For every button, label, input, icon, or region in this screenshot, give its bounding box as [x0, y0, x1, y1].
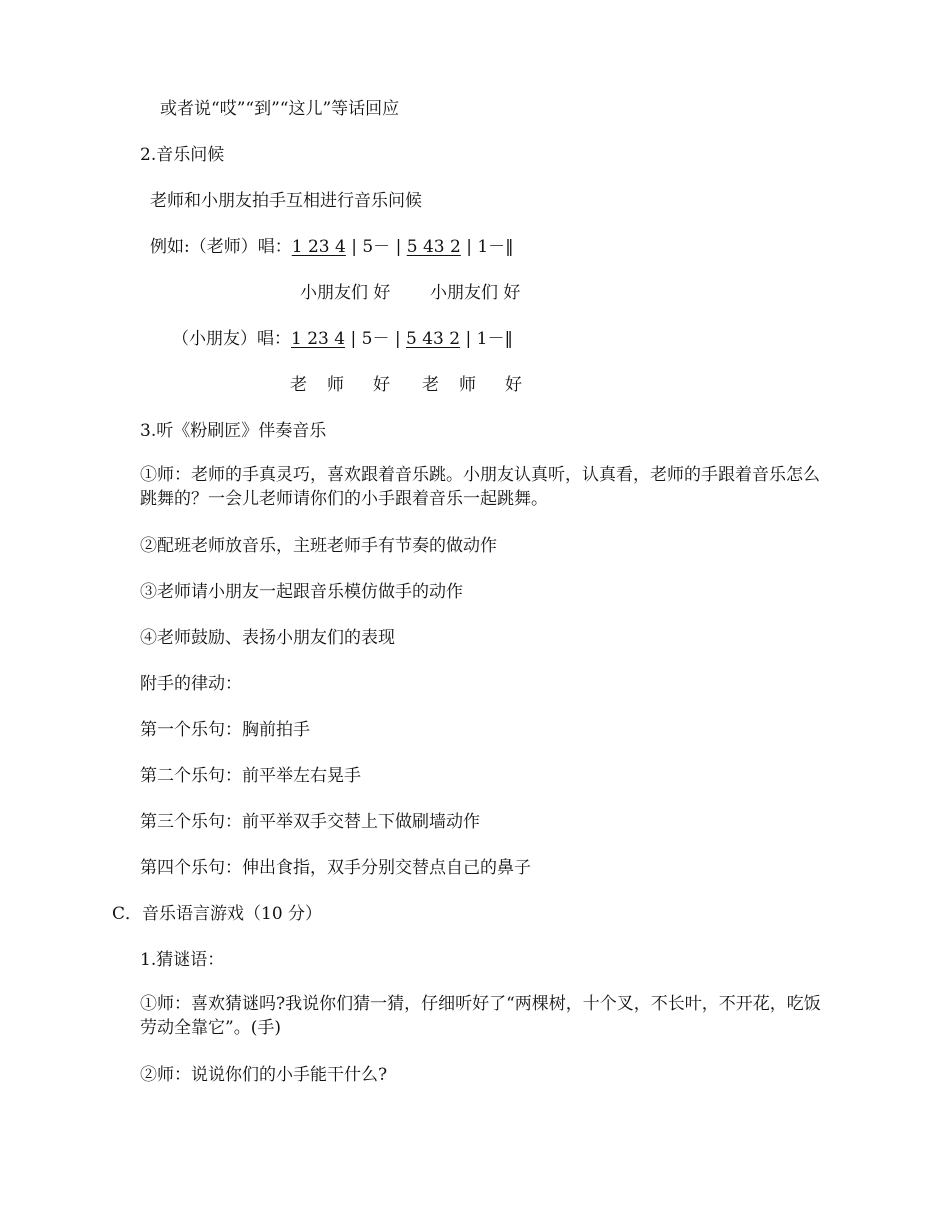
heading-section-c: C．音乐语言游戏（10 分）	[112, 904, 323, 924]
score-children-measure-3: 5 43 2	[406, 329, 461, 349]
text-phrase-2: 第二个乐句：前平举左右晃手	[140, 766, 361, 786]
text-line-3: 老师和小朋友拍手互相进行音乐问候	[150, 191, 422, 211]
score-teacher: 例如:（老师）唱：1 23 4 | 5－ | 5 43 2 | 1－‖	[150, 237, 514, 257]
score-children-prefix: （小朋友）唱：	[172, 329, 291, 349]
score-children: （小朋友）唱：1 23 4 | 5－ | 5 43 2 | 1－‖	[172, 329, 513, 349]
score-teacher-prefix: 例如:（老师）唱：	[150, 237, 292, 257]
score-children-measure-4: 1－‖	[476, 329, 513, 349]
lyric-syllable: 师	[327, 375, 344, 395]
heading-riddle: 1.猜谜语：	[140, 950, 225, 970]
lyric-syllable: 师	[459, 375, 476, 395]
text-step-3: ③老师请小朋友一起跟音乐模仿做手的动作	[140, 582, 463, 602]
heading-listen-music: 3.听《粉刷匠》伴奏音乐	[140, 421, 327, 441]
text-hands-question: ②师：说说你们的小手能干什么?	[140, 1065, 388, 1085]
lyric-syllable: 好	[505, 375, 522, 395]
lyric-syllable: 老	[422, 375, 439, 395]
text-phrase-1: 第一个乐句：胸前拍手	[140, 720, 310, 740]
text-step-4: ④老师鼓励、表扬小朋友们的表现	[140, 628, 395, 648]
paragraph-teacher-hands: ①师：老师的手真灵巧，喜欢跟着音乐跳。小朋友认真听，认真看，老师的手跟着音乐怎么跳舞的？一会儿老师请你们的小手跟着音乐一起跳舞。	[140, 465, 820, 509]
text-line-1: 或者说“哎”“到”“这儿”等话回应	[160, 99, 400, 119]
score-children-measure-2: 5－	[361, 329, 390, 349]
lyric-syllable: 老	[290, 375, 307, 395]
text-appendix: 附手的律动：	[140, 674, 242, 694]
score-teacher-measure-2: 5－	[362, 237, 391, 257]
lyric-teacher-b: 小朋友们 好	[430, 283, 521, 303]
paragraph-riddle: ①师：喜欢猜谜吗?我说你们猜一猜，仔细听好了“两棵树，十个叉，不长叶，不开花，吃饭劳动全靠它”。(手)	[140, 994, 821, 1038]
lyric-teacher-a: 小朋友们 好	[300, 283, 391, 303]
text-phrase-4: 第四个乐句：伸出食指，双手分别交替点自己的鼻子	[140, 858, 531, 878]
score-teacher-measure-4: 1－‖	[477, 237, 514, 257]
score-children-measure-1: 1 23 4	[291, 329, 346, 349]
lyric-syllable: 好	[373, 375, 390, 395]
score-teacher-measure-3: 5 43 2	[406, 237, 461, 257]
lyric-children	[290, 373, 522, 397]
text-step-2: ②配班老师放音乐，主班老师手有节奏的做动作	[140, 536, 497, 556]
score-teacher-measure-1: 1 23 4	[291, 237, 346, 257]
text-phrase-3: 第三个乐句：前平举双手交替上下做刷墙动作	[140, 812, 480, 832]
heading-music-greeting: 2.音乐问候	[140, 145, 225, 165]
